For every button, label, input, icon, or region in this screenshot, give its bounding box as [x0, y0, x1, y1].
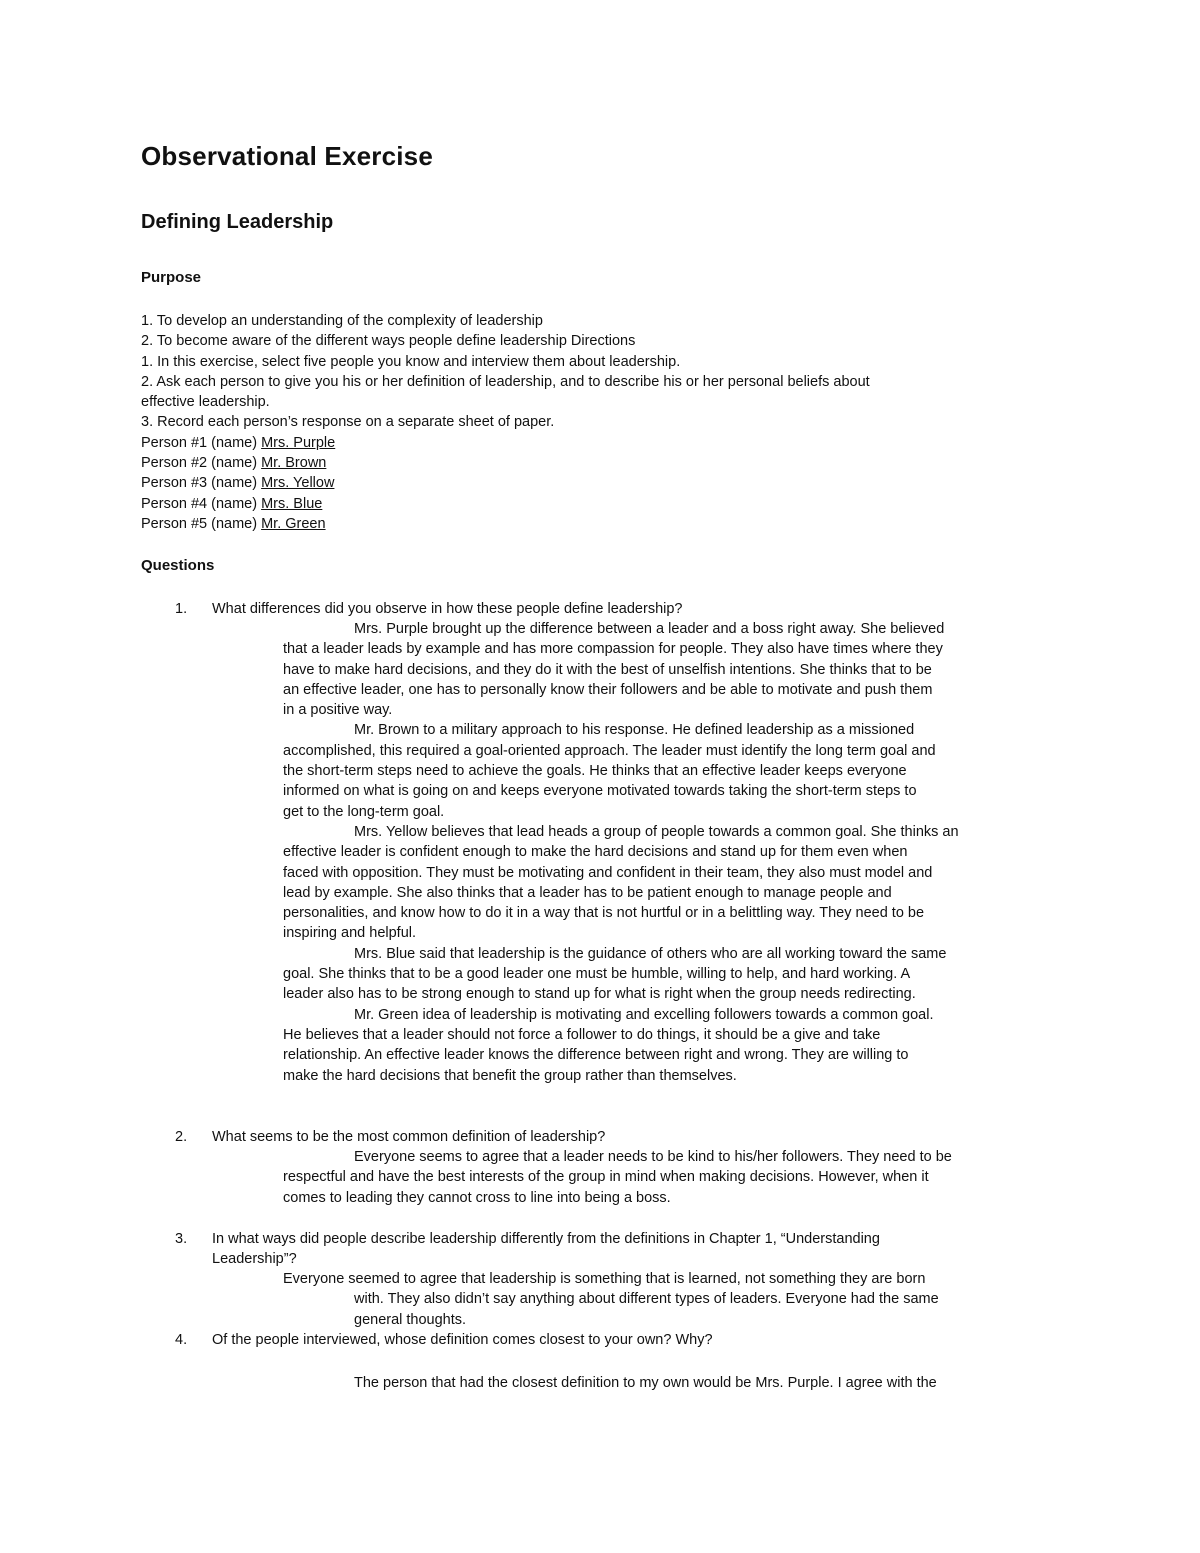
answer-block — [283, 619, 959, 1086]
answer-line: get to the long-term goal. — [283, 803, 445, 820]
answer-line: informed on what is going on and keeps everyone motivated towards taking the short-term steps to — [283, 783, 917, 800]
answer-line: relationship. An effective leader knows the difference between right and wrong. They are willing to — [283, 1047, 909, 1064]
answer-line: Mrs. Yellow believes that lead heads a group of people towards a common goal. She thinks an — [354, 823, 959, 840]
answer-line: Mr. Brown to a military approach to his response. He defined leadership as a missioned — [354, 722, 915, 739]
person-entry — [141, 473, 870, 493]
answer-line: that a leader leads by example and has more compassion for people. They also have times where they — [283, 641, 943, 658]
person-entry — [141, 453, 870, 473]
directions-line: 3. Record each person’s response on a separate sheet of paper. — [141, 414, 555, 431]
question-text: What seems to be the most common definition of leadership? — [212, 1129, 606, 1145]
answer-line: faced with opposition. They must be motivating and confident in their team, they also must model and — [283, 864, 933, 881]
answer-line: accomplished, this required a goal-oriented approach. The leader must identify the long term goal and — [283, 742, 936, 759]
answer-line: the short-term steps need to achieve the goals. He thinks that an effective leader keeps everyone — [283, 763, 907, 780]
answer-line: personalities, and know how to do it in a way that is not hurtful or in a belittling way. They need to be — [283, 905, 925, 922]
answer-line: The person that had the closest definition to my own would be Mrs. Purple. I agree with the — [354, 1375, 937, 1391]
question-text: Of the people interviewed, whose definition comes closest to your own? Why? — [212, 1332, 713, 1348]
person-label: Person #1 (name) — [141, 434, 262, 451]
questions-heading: Questions — [141, 557, 215, 574]
question-number: 4. — [175, 1332, 188, 1348]
person-entry — [141, 433, 870, 453]
person-name: Mrs. Blue — [261, 495, 323, 512]
answer-line: comes to leading they cannot cross to line into being a boss. — [283, 1189, 671, 1206]
answer-line: general thoughts. — [354, 1311, 467, 1328]
purpose-line: 1. To develop an understanding of the complexity of leadership — [141, 313, 543, 329]
question-number: 3. — [175, 1231, 188, 1247]
person-entry — [141, 514, 870, 534]
person-label: Person #5 (name) — [141, 515, 262, 532]
answer-line: Mr. Green idea of leadership is motivating and excelling followers towards a common goal. — [354, 1006, 934, 1023]
answer-line: an effective leader, one has to personally know their followers and be able to motivate and push them — [283, 681, 933, 698]
question-text: What differences did you observe in how these people define leadership? — [212, 601, 683, 617]
answer-line: inspiring and helpful. — [283, 925, 417, 942]
answer-line: respectful and have the best interests of the group in mind when making decisions. However, when it — [283, 1169, 929, 1186]
answer-line: goal. She thinks that to be a good leader one must be humble, willing to help, and hard working. A — [283, 966, 911, 983]
page-title: Observational Exercise — [141, 141, 433, 171]
directions-line: 1. In this exercise, select five people you know and interview them about leadership. — [141, 353, 681, 370]
answer-line: lead by example. She also thinks that a leader has to be patient enough to manage people and — [283, 884, 892, 901]
answer-block — [283, 1269, 939, 1330]
answer-block — [283, 1147, 952, 1208]
question-number: 2. — [175, 1129, 188, 1145]
answer-line: Everyone seems to agree that a leader needs to be kind to his/her followers. They need to be — [354, 1149, 952, 1165]
question-text: In what ways did people describe leadership differently from the definitions in Chapter 1, “Understanding — [212, 1231, 880, 1247]
page-subtitle: Defining Leadership — [141, 211, 334, 233]
person-name: Mr. Brown — [261, 455, 327, 472]
person-label: Person #4 (name) — [141, 495, 262, 512]
purpose-list — [141, 311, 870, 534]
person-label: Person #2 (name) — [141, 455, 262, 472]
purpose-line: 2. To become aware of the different ways people define leadership Directions — [141, 333, 636, 350]
answer-line: effective leader is confident enough to make the hard decisions and stand up for them even when — [283, 844, 908, 861]
answer-line: He believes that a leader should not force a follower to do things, it should be a give and take — [283, 1026, 881, 1043]
answer-block — [354, 1373, 937, 1393]
answer-line: in a positive way. — [283, 702, 393, 719]
answer-line: Mrs. Blue said that leadership is the guidance of others who are all working toward the same — [354, 945, 947, 962]
person-label: Person #3 (name) — [141, 475, 262, 492]
answer-line: make the hard decisions that benefit the group rather than themselves. — [283, 1067, 737, 1084]
answer-line: have to make hard decisions, and they do it with the best of unselfish intentions. She thinks that to be — [283, 661, 932, 678]
answer-line: leader also has to be strong enough to stand up for what is right when the group needs redirecting. — [283, 986, 916, 1003]
answer-line: with. They also didn’t say anything about different types of leaders. Everyone had the same — [354, 1291, 939, 1308]
question-text-continued: Leadership”? — [212, 1251, 297, 1267]
answer-line: Everyone seemed to agree that leadership is something that is learned, not something they are born — [283, 1271, 926, 1287]
directions-line: effective leadership. — [141, 394, 270, 411]
question-number: 1. — [175, 601, 188, 617]
answer-line: Mrs. Purple brought up the difference between a leader and a boss right away. She believed — [354, 621, 945, 637]
person-name: Mrs. Purple — [261, 434, 336, 451]
person-name: Mrs. Yellow — [261, 475, 335, 492]
person-name: Mr. Green — [261, 515, 326, 532]
person-entry — [141, 494, 870, 514]
directions-line: 2. Ask each person to give you his or her definition of leadership, and to describe his or her personal beliefs about — [141, 373, 870, 390]
purpose-heading: Purpose — [141, 269, 202, 286]
